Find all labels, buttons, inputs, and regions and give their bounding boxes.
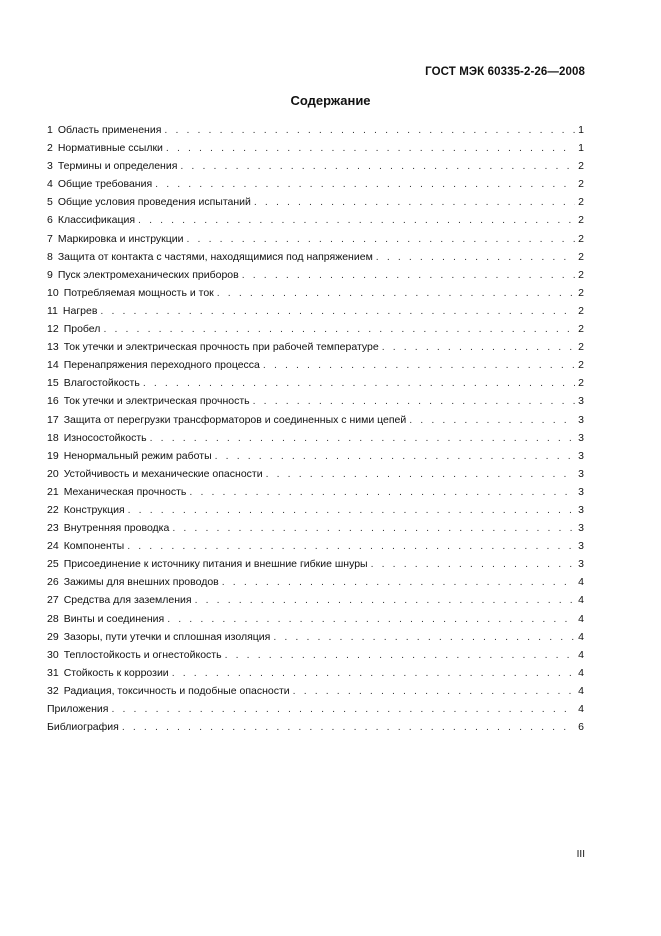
toc-entry-number: 8: [47, 250, 53, 263]
toc-dot-leader: [180, 157, 575, 175]
toc-entry-title: Термины и определения: [57, 160, 178, 173]
toc-entry[interactable]: [47, 429, 584, 447]
toc-entry-page: 1: [578, 124, 584, 136]
toc-entry-title: Область применения: [57, 124, 162, 136]
toc-entry[interactable]: [47, 121, 584, 139]
toc-entry-title: Механическая прочность: [63, 485, 187, 498]
toc-entry-number: 7: [47, 232, 53, 245]
toc-entry[interactable]: [47, 646, 584, 664]
toc-entry-title: Износостойкость: [63, 431, 147, 444]
toc-entry-number: 22: [47, 503, 59, 516]
toc-entry[interactable]: [47, 284, 584, 302]
toc-entry-title: Библиография: [47, 721, 119, 734]
toc-entry-number: 32: [47, 684, 59, 697]
toc-dot-leader: [242, 266, 575, 284]
toc-entry-number: 29: [47, 630, 59, 643]
toc-dot-leader: [155, 175, 575, 193]
toc-dot-leader: [409, 411, 575, 429]
toc-entry-page: 3: [578, 485, 584, 498]
toc-dot-leader: [100, 302, 575, 320]
toc-dot-leader: [371, 555, 575, 573]
toc-entry-number: 30: [47, 648, 59, 661]
toc-dot-leader: [127, 537, 575, 555]
toc-entry[interactable]: [47, 374, 584, 392]
toc-entry-title: Зажимы для внешних проводов: [63, 576, 219, 589]
toc-entry[interactable]: [47, 483, 584, 501]
toc-entry-number: 14: [47, 359, 59, 372]
toc-entry-page: 2: [578, 286, 584, 299]
toc-entry-title: Внутренняя проводка: [63, 522, 170, 535]
toc-dot-leader: [122, 718, 575, 736]
toc-entry-number: 11: [47, 304, 58, 317]
toc-entry-number: 16: [47, 395, 59, 408]
toc-dot-leader: [195, 591, 575, 609]
toc-entry-page: 4: [578, 703, 584, 715]
toc-dot-leader: [253, 392, 575, 410]
toc-entry[interactable]: [47, 338, 584, 356]
page-number: III: [576, 849, 585, 860]
toc-entry[interactable]: [47, 447, 584, 465]
toc-entry[interactable]: [47, 610, 584, 628]
toc-entry[interactable]: [47, 266, 584, 284]
toc-entry-page: 2: [578, 359, 584, 372]
toc-dot-leader: [128, 501, 575, 519]
toc-entry-number: 20: [47, 467, 59, 480]
toc-entry-title: Зазоры, пути утечки и сплошная изоляция: [63, 630, 271, 643]
toc-entry-title: Потребляемая мощность и ток: [63, 286, 214, 299]
toc-entry-title: Конструкция: [63, 503, 125, 516]
toc-entry-page: 4: [578, 576, 584, 589]
toc-dot-leader: [150, 429, 575, 447]
toc-entry-title: Пуск электромеханических приборов: [57, 268, 239, 281]
toc-entry-number: 5: [47, 196, 53, 209]
toc-entry[interactable]: [47, 537, 584, 555]
toc-entry-number: 27: [47, 594, 59, 607]
toc-entry-number: 19: [47, 449, 59, 462]
toc-entry-page: 4: [578, 648, 584, 661]
toc-entry-title: Общие требования: [57, 178, 153, 191]
toc-dot-leader: [103, 320, 575, 338]
toc-entry-title: Присоединение к источнику питания и внешние гибкие шнуры: [63, 558, 368, 571]
toc-entry-page: 4: [578, 684, 584, 697]
toc-dot-leader: [166, 139, 575, 157]
toc-dot-leader: [222, 573, 575, 591]
toc-entry[interactable]: [47, 193, 584, 211]
toc-entry-page: 2: [578, 304, 584, 317]
toc-entry-number: 21: [47, 485, 59, 498]
toc-dot-leader: [382, 338, 575, 356]
toc-dot-leader: [254, 193, 575, 211]
toc-entry-title: Маркировка и инструкции: [57, 232, 184, 245]
toc-entry-number: 10: [47, 286, 59, 299]
toc-entry-page: 4: [578, 630, 584, 643]
toc-entry[interactable]: [47, 465, 584, 483]
toc-entry-page: 2: [578, 323, 584, 336]
toc-entry-title: Защита от контакта с частями, находящимися под напряжением: [57, 250, 373, 263]
toc-entry[interactable]: [47, 591, 584, 609]
toc-dot-leader: [217, 284, 575, 302]
toc-entry[interactable]: [47, 700, 584, 718]
toc-entry-title: Пробел: [63, 323, 101, 336]
toc-entry-title: Общие условия проведения испытаний: [57, 196, 251, 209]
toc-entry[interactable]: [47, 718, 584, 736]
toc-entry-title: Ток утечки и электрическая прочность при рабочей температуре: [63, 341, 379, 354]
toc-entry-number: 9: [47, 268, 53, 281]
toc-dot-leader: [143, 374, 575, 392]
toc-entry[interactable]: [47, 555, 584, 573]
toc-dot-leader: [189, 483, 575, 501]
toc-entry-page: 4: [578, 594, 584, 607]
toc-entry-title: Средства для заземления: [63, 594, 192, 607]
toc-entry[interactable]: [47, 230, 584, 248]
toc-entry-page: 4: [578, 666, 584, 679]
toc-dot-leader: [187, 230, 575, 248]
toc-entry[interactable]: [47, 320, 584, 338]
toc-entry-page: 1: [578, 142, 584, 155]
toc-entry-page: 3: [578, 431, 584, 444]
toc-dot-leader: [293, 682, 575, 700]
toc-entry-title: Приложения: [47, 703, 109, 715]
toc-entry-title: Перенапряжения переходного процесса: [63, 359, 260, 372]
toc-entry-number: 2: [47, 142, 53, 155]
toc-entry-page: 3: [578, 558, 584, 571]
toc-title: Содержание: [290, 93, 371, 108]
toc-entry[interactable]: [47, 411, 584, 429]
toc-entry-page: 2: [578, 341, 584, 354]
toc-entry-page: 3: [578, 413, 584, 426]
toc-entry-page: 4: [578, 612, 584, 625]
toc-entry[interactable]: [47, 573, 584, 591]
toc-entry-number: 4: [47, 178, 53, 191]
toc-entry-page: 2: [578, 250, 584, 263]
table-of-contents: [47, 121, 584, 736]
toc-dot-leader: [263, 356, 575, 374]
toc-entry-title: Стойкость к коррозии: [63, 666, 169, 679]
toc-entry-page: 2: [578, 196, 584, 209]
toc-entry-page: 2: [578, 232, 584, 245]
toc-entry-number: 6: [47, 214, 53, 227]
toc-entry-number: 28: [47, 612, 59, 625]
toc-entry[interactable]: [47, 628, 584, 646]
toc-entry[interactable]: [47, 682, 584, 700]
toc-entry[interactable]: [47, 501, 584, 519]
toc-entry-number: 26: [47, 576, 59, 589]
toc-entry-number: 1: [47, 124, 53, 136]
toc-entry-number: 23: [47, 522, 59, 535]
toc-dot-leader: [225, 646, 575, 664]
toc-entry-number: 17: [47, 413, 59, 426]
toc-entry-page: 2: [578, 268, 584, 281]
toc-entry-page: 2: [578, 178, 584, 191]
toc-entry-title: Устойчивость и механические опасности: [63, 467, 263, 480]
toc-entry-number: 31: [47, 666, 59, 679]
toc-entry[interactable]: [47, 157, 584, 175]
toc-dot-leader: [167, 610, 575, 628]
toc-dot-leader: [164, 121, 575, 139]
toc-entry-title: Компоненты: [63, 540, 125, 553]
toc-entry[interactable]: [47, 139, 584, 157]
toc-dot-leader: [111, 700, 575, 718]
toc-entry[interactable]: [47, 356, 584, 374]
toc-entry-title: Ненормальный режим работы: [63, 449, 212, 462]
toc-entry-page: 3: [578, 540, 584, 553]
toc-entry-page: 2: [578, 377, 584, 390]
toc-entry-page: 3: [578, 449, 584, 462]
toc-entry[interactable]: [47, 664, 584, 682]
toc-entry-page: 3: [578, 503, 584, 516]
toc-entry-title: Нагрев: [62, 304, 98, 317]
document-header-standard: ГОСТ МЭК 60335-2-26—2008: [425, 66, 585, 78]
toc-entry-number: 13: [47, 341, 59, 354]
toc-entry-number: 18: [47, 431, 59, 444]
toc-entry-page: 3: [578, 467, 584, 480]
toc-dot-leader: [266, 465, 575, 483]
toc-dot-leader: [172, 519, 575, 537]
toc-entry[interactable]: [47, 519, 584, 537]
toc-entry-title: Радиация, токсичность и подобные опасности: [63, 684, 290, 697]
toc-dot-leader: [138, 211, 575, 229]
toc-entry-number: 24: [47, 540, 59, 553]
toc-dot-leader: [172, 664, 575, 682]
toc-entry-page: 2: [578, 160, 584, 173]
toc-dot-leader: [273, 628, 575, 646]
toc-entry-title: Классификация: [57, 214, 136, 227]
toc-dot-leader: [215, 447, 575, 465]
toc-entry-number: 3: [47, 160, 53, 173]
toc-entry-title: Защита от перегрузки трансформаторов и соединенных с ними цепей: [63, 413, 407, 426]
toc-entry-page: 6: [578, 721, 584, 734]
toc-entry[interactable]: [47, 392, 584, 410]
toc-entry-title: Ток утечки и электрическая прочность: [63, 395, 250, 408]
toc-entry-number: 12: [47, 323, 59, 336]
toc-entry-title: Нормативные ссылки: [57, 142, 163, 155]
toc-entry-number: 15: [47, 377, 59, 390]
toc-entry-number: 25: [47, 558, 59, 571]
toc-entry-title: Винты и соединения: [63, 612, 165, 625]
toc-entry-page: 2: [578, 214, 584, 227]
toc-entry[interactable]: [47, 302, 584, 320]
toc-entry[interactable]: [47, 211, 584, 229]
toc-entry-title: Теплостойкость и огнестойкость: [63, 648, 222, 661]
toc-entry-title: Влагостойкость: [63, 377, 140, 390]
toc-entry[interactable]: [47, 175, 584, 193]
toc-dot-leader: [376, 248, 575, 266]
toc-entry-page: 3: [578, 522, 584, 535]
toc-entry[interactable]: [47, 248, 584, 266]
toc-entry-page: 3: [578, 395, 584, 408]
